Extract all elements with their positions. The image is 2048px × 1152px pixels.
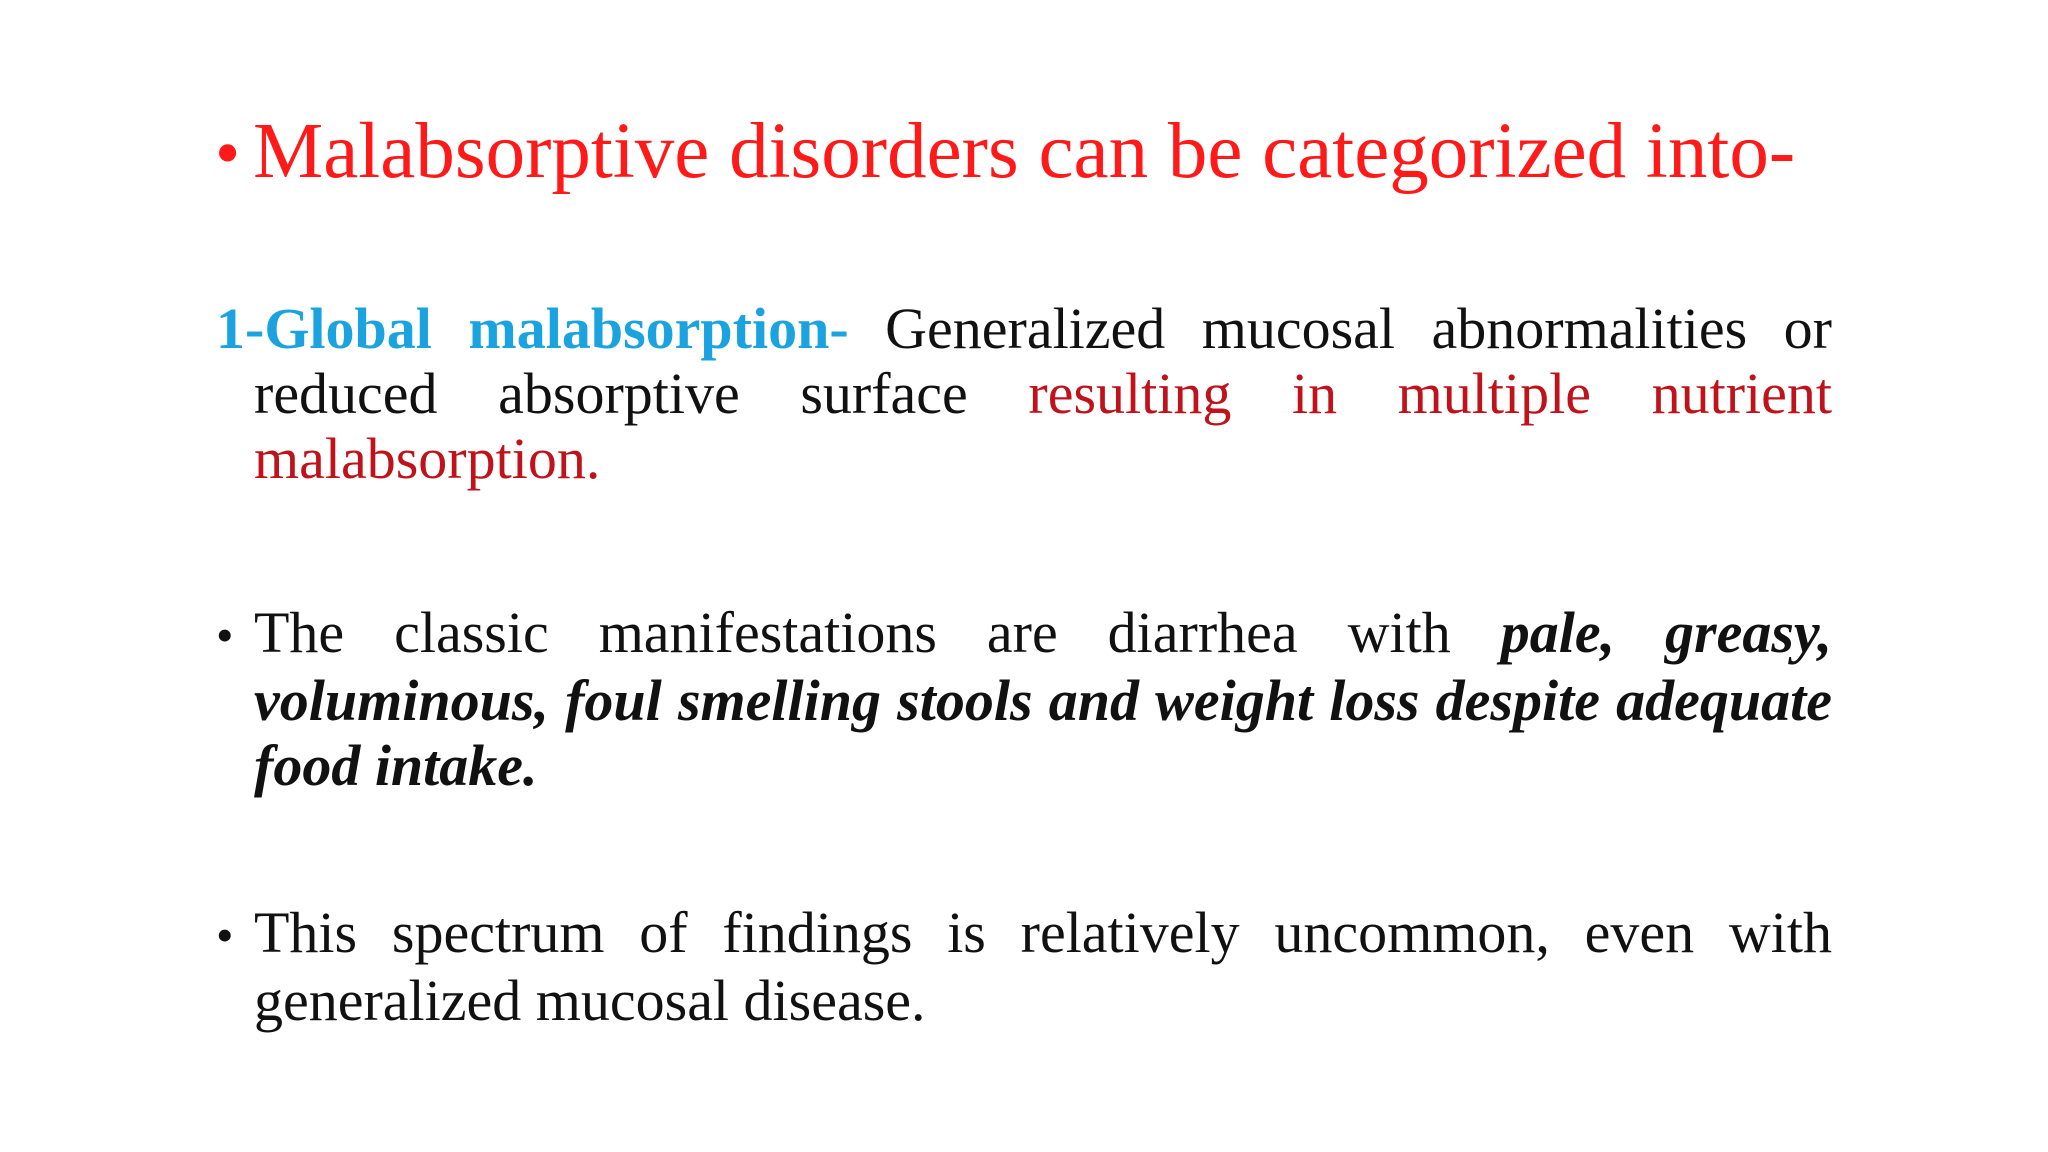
slide-title bbox=[215, 104, 1865, 201]
spectrum-bullet-mark: • bbox=[216, 907, 234, 963]
title-bullet: • bbox=[215, 113, 241, 193]
global-malabsorption-description: Generalized mucosal abnormalities or reduced absorptive surface bbox=[254, 296, 1833, 426]
manifestations-bullet bbox=[216, 600, 1832, 798]
title-text: Malabsorptive disorders can be categorized into- bbox=[253, 108, 1796, 195]
spectrum-text: This spectrum of findings is relatively uncommon, even with generalized mucosal disease. bbox=[254, 900, 1832, 1033]
global-malabsorption-result: resulting in multiple nutrient malabsorption. bbox=[254, 361, 1832, 491]
manifestations-bullet-mark: • bbox=[216, 607, 234, 663]
manifestations-emphasis: pale, greasy, voluminous, foul smelling stools and weight loss despite adequate food intake. bbox=[254, 600, 1832, 798]
global-malabsorption-heading: 1-Global malabsorption- bbox=[216, 296, 849, 361]
global-malabsorption-paragraph bbox=[216, 296, 1832, 491]
spectrum-bullet bbox=[216, 900, 1832, 1033]
manifestations-text: The classic manifestations are diarrhea with bbox=[254, 600, 1501, 665]
